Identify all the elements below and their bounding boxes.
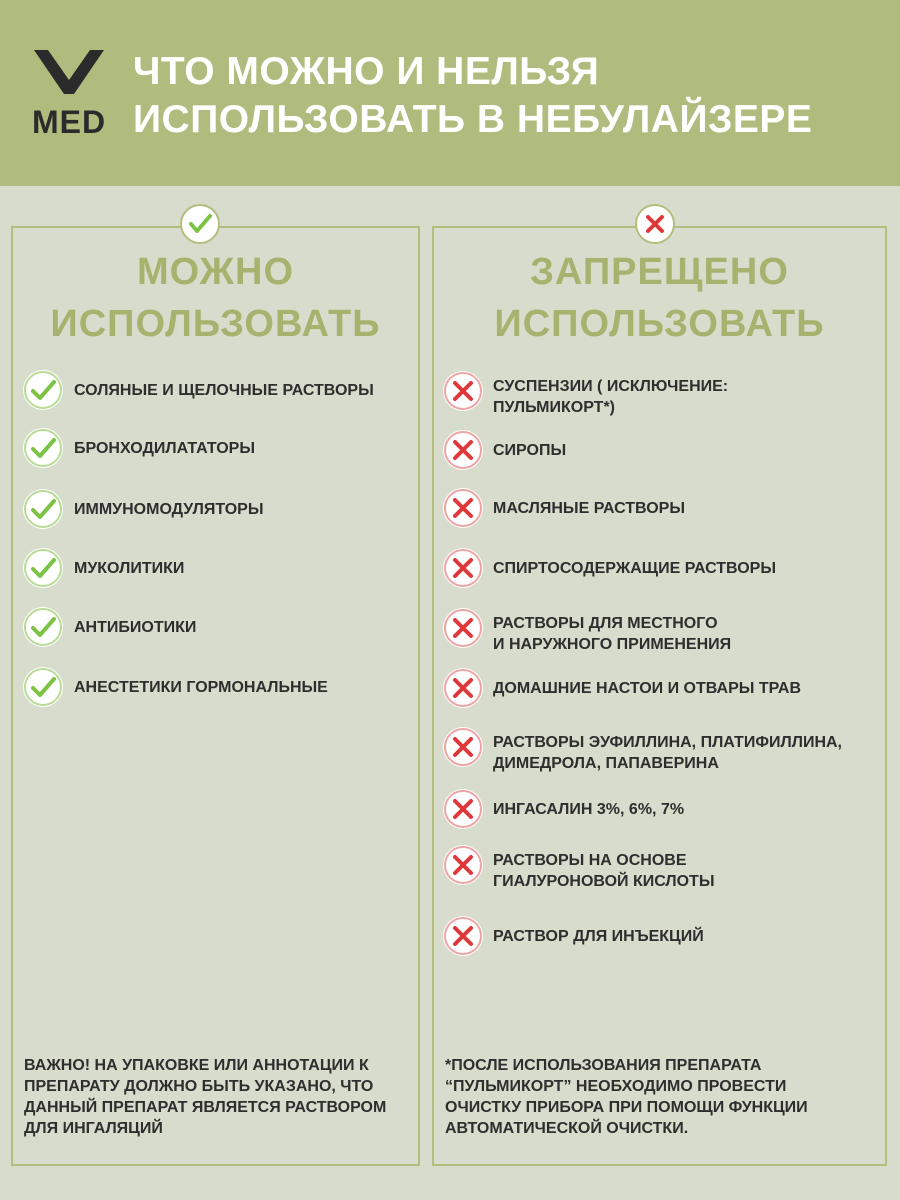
allowed-item-label: АНТИБИОТИКИ xyxy=(74,619,197,636)
forbidden-item-label xyxy=(493,613,731,655)
forbidden-item xyxy=(443,430,883,474)
title-line: ИСПОЛЬЗОВАТЬ В НЕБУЛАЙЗЕРЕ xyxy=(133,98,813,141)
forbidden-item-line: СУСПЕНЗИИ ( ИСКЛЮЧЕНИЕ: xyxy=(493,378,729,395)
forbidden-note xyxy=(445,1055,808,1139)
title-line: ЧТО МОЖНО И НЕЛЬЗЯ xyxy=(133,50,600,93)
forbidden-item-line: РАСТВОРЫ ДЛЯ МЕСТНОГО xyxy=(493,615,718,632)
forbidden-item-line: РАСТВОРЫ ЭУФИЛЛИНА, ПЛАТИФИЛЛИНА, xyxy=(493,734,842,751)
brand-logo xyxy=(26,46,112,138)
note-line: АВТОМАТИЧЕСКОЙ ОЧИСТКИ. xyxy=(445,1120,689,1137)
forbidden-item-line: ДИМЕДРОЛА, ПАПАВЕРИНА xyxy=(493,755,719,772)
cross-icon xyxy=(443,668,483,708)
forbidden-item-label xyxy=(493,678,801,699)
allowed-item xyxy=(23,607,403,649)
note-line: ДАННЫЙ ПРЕПАРАТ ЯВЛЯЕТСЯ РАСТВОРОМ xyxy=(24,1099,387,1116)
forbidden-item xyxy=(443,371,883,415)
forbidden-item-label xyxy=(493,732,842,774)
forbidden-item xyxy=(443,916,883,960)
note-line: ВАЖНО! НА УПАКОВКЕ ИЛИ АННОТАЦИИ К xyxy=(24,1057,369,1074)
allowed-heading xyxy=(11,246,420,350)
forbidden-item xyxy=(443,789,883,833)
cross-icon xyxy=(443,727,483,767)
m-logo-icon xyxy=(26,46,112,106)
allowed-item-label: ИММУНОМОДУЛЯТОРЫ xyxy=(74,501,264,518)
allowed-item xyxy=(23,489,403,531)
note-line: “ПУЛЬМИКОРТ” НЕОБХОДИМО ПРОВЕСТИ xyxy=(445,1078,787,1095)
allowed-item-label: МУКОЛИТИКИ xyxy=(74,560,185,577)
forbidden-item-label xyxy=(493,558,776,579)
allowed-item xyxy=(23,548,403,590)
check-icon xyxy=(23,370,63,410)
forbidden-item xyxy=(443,727,883,771)
allowed-note xyxy=(24,1055,386,1139)
cross-icon xyxy=(443,548,483,588)
forbidden-item-label xyxy=(493,926,704,947)
cross-icon xyxy=(443,488,483,528)
heading-line: МОЖНО xyxy=(136,251,295,293)
check-icon xyxy=(23,489,63,529)
forbidden-item-label xyxy=(493,799,684,820)
forbidden-item-label xyxy=(493,440,566,461)
heading-line: ЗАПРЕЩЕНО xyxy=(530,251,789,293)
forbidden-item-line: МАСЛЯНЫЕ РАСТВОРЫ xyxy=(493,500,685,517)
forbidden-item-line: ИНГАСАЛИН 3%, 6%, 7% xyxy=(493,801,685,818)
cross-icon xyxy=(443,371,483,411)
logo-text: MED xyxy=(31,104,107,140)
forbidden-item-line: ДОМАШНИЕ НАСТОИ И ОТВАРЫ ТРАВ xyxy=(493,680,802,697)
note-line: *ПОСЛЕ ИСПОЛЬЗОВАНИЯ ПРЕПАРАТА xyxy=(445,1057,762,1074)
note-line: ОЧИСТКУ ПРИБОРА ПРИ ПОМОЩИ ФУНКЦИИ xyxy=(445,1099,808,1116)
allowed-item-label: СОЛЯНЫЕ И ЩЕЛОЧНЫЕ РАСТВОРЫ xyxy=(74,382,374,399)
cross-icon xyxy=(443,430,483,470)
forbidden-item-label xyxy=(493,376,728,418)
forbidden-item xyxy=(443,548,883,592)
check-icon xyxy=(23,548,63,588)
header-banner xyxy=(0,0,900,186)
check-badge-icon xyxy=(180,204,220,244)
allowed-item xyxy=(23,667,403,709)
check-icon xyxy=(23,607,63,647)
cross-icon xyxy=(443,845,483,885)
cross-icon xyxy=(443,789,483,829)
forbidden-item-line: СПИРТОСОДЕРЖАЩИЕ РАСТВОРЫ xyxy=(493,560,776,577)
heading-line: ИСПОЛЬЗОВАТЬ xyxy=(494,303,825,345)
page-title xyxy=(133,48,883,144)
forbidden-item-line: И НАРУЖНОГО ПРИМЕНЕНИЯ xyxy=(493,636,732,653)
forbidden-item-line: ПУЛЬМИКОРТ*) xyxy=(493,399,615,416)
forbidden-heading xyxy=(432,246,887,350)
forbidden-item-line: ГИАЛУРОНОВОЙ КИСЛОТЫ xyxy=(493,873,715,890)
check-icon xyxy=(23,667,63,707)
cross-icon xyxy=(443,916,483,956)
forbidden-item-line: РАСТВОРЫ НА ОСНОВЕ xyxy=(493,852,687,869)
heading-line: ИСПОЛЬЗОВАТЬ xyxy=(50,303,381,345)
forbidden-item-line: РАСТВОР ДЛЯ ИНЪЕКЦИЙ xyxy=(493,928,704,945)
forbidden-item xyxy=(443,668,883,712)
forbidden-item xyxy=(443,608,883,652)
note-line: ДЛЯ ИНГАЛЯЦИЙ xyxy=(24,1120,163,1137)
allowed-item xyxy=(23,370,403,412)
forbidden-item-label xyxy=(493,850,714,892)
note-line: ПРЕПАРАТУ ДОЛЖНО БЫТЬ УКАЗАНО, ЧТО xyxy=(24,1078,374,1095)
cross-badge-icon xyxy=(635,204,675,244)
allowed-item xyxy=(23,428,403,470)
allowed-item-label: БРОНХОДИЛАТАТОРЫ xyxy=(74,440,256,457)
check-icon xyxy=(23,428,63,468)
forbidden-item-line: СИРОПЫ xyxy=(493,442,567,459)
forbidden-item xyxy=(443,488,883,532)
forbidden-item xyxy=(443,845,883,889)
cross-icon xyxy=(443,608,483,648)
forbidden-item-label xyxy=(493,498,685,519)
allowed-item-label: АНЕСТЕТИКИ ГОРМОНАЛЬНЫЕ xyxy=(74,679,328,696)
